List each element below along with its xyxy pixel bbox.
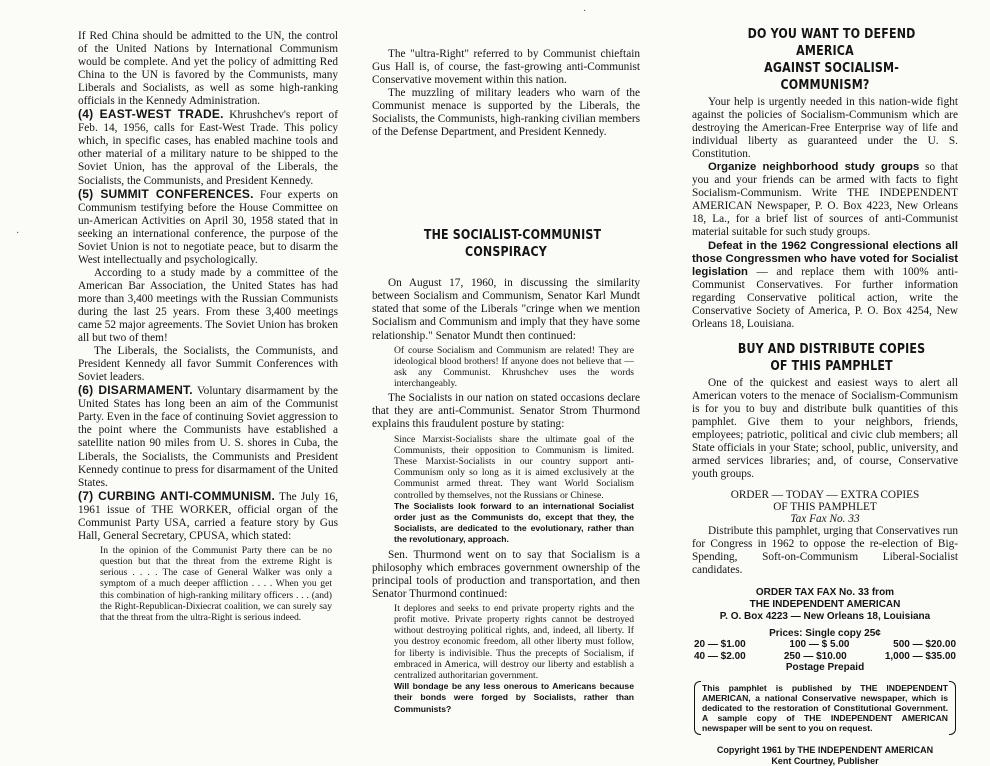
price-cell: 100 — $ 5.00 bbox=[789, 639, 849, 650]
price-cell: 20 — $1.00 bbox=[694, 639, 746, 650]
section-5 bbox=[78, 188, 338, 267]
price-cell: 250 — $10.00 bbox=[784, 651, 847, 662]
quote: Since Marxist-Socialists share the ultimate goal of the Communists, their opposition to Communism is limited. These Marxist-Socialists in our country support anti-Communism only so long as it is aimed exclusively at the Communist armed threat. They want World Socialism controlled by themselves, not the Russians or Chinese. bbox=[394, 434, 634, 501]
section-4 bbox=[78, 108, 338, 187]
price-cell: 500 — $20.00 bbox=[893, 639, 956, 650]
paragraph: The muzzling of military leaders who warn of the Communist menace is supported by the Liberals, the Socialists, the Communists, high-ranking civilian members of the Defense Department, and President Kennedy. bbox=[372, 87, 640, 139]
paragraph bbox=[692, 240, 958, 331]
column-right bbox=[692, 26, 958, 766]
paragraph: According to a study made by a committee of the American Bar Association, the United States has had more than 3,400 meetings with the Russian Communists during the last 25 years. From these 3,400 meetings came 52 major agreements. The Soviet Union has broken all but two of them! bbox=[78, 267, 338, 345]
section-title: THE SOCIALIST-COMMUNIST CONSPIRACY bbox=[396, 227, 616, 261]
paragraph: The Socialists in our nation on stated occasions declare that they are anti-Communist. Senator Strom Thurmond explains this fraudulent posture by stating: bbox=[372, 392, 640, 431]
price-row bbox=[692, 639, 958, 650]
quote-bold: The Socialists look forward to an international Socialist order just as the Communists do, except that they, the Socialists, are dedicated to the evolutionary, rather than the revolutionary, approach. bbox=[394, 501, 634, 546]
paragraph: Sen. Thurmond went on to say that Socialism is a philosophy which embraces government ownership of the principal tools of production and transportation, and then Senator Thurmond continued: bbox=[372, 549, 640, 601]
paragraph: The "ultra-Right" referred to by Communist chieftain Gus Hall is, of course, the fast-growing anti-Communist Conservative movement within this nation. bbox=[372, 48, 640, 87]
price-cell: 1,000 — $35.00 bbox=[885, 651, 956, 662]
paragraph: Khrushchev's report of Feb. 14, 1956, calls for East-West Trade. This policy which, in specific cases, has enabled machine tools and other material of a military nature to be shipped to the Soviet Union, has the approval of the Liberals, the Socialists, the Communists, and President Kennedy. bbox=[78, 109, 338, 186]
publisher-line: Kent Courtney, Publisher bbox=[692, 756, 958, 766]
order-address-line: ORDER TAX FAX No. 33 from bbox=[692, 587, 958, 599]
order-line3: Tax Fax No. 33 bbox=[692, 513, 958, 525]
section-heading: (5) SUMMIT CONFERENCES. bbox=[78, 187, 254, 201]
paragraph: If Red China should be admitted to the UN, the control of the United Nations by International Communism would be complete. And yet the policy of admitting Red China to the UN is favored by the Communists, many Liberals and Socialists, as well as some high-ranking officials in the Kennedy Administration. bbox=[78, 30, 338, 108]
paragraph: The July 16, 1961 issue of THE WORKER, official organ of the Communist Party USA, carried a feature story by Gus Hall, General Secretary, CPUSA, which stated: bbox=[78, 491, 338, 542]
margin-mark: · bbox=[583, 6, 586, 17]
quote: Of course Socialism and Communism are related! They are ideological blood brothers! If anyone does not believe that — ask any Communist. Khrushchev uses the words interchangeably. bbox=[394, 345, 634, 390]
heading-buy-line1: BUY AND DISTRIBUTE COPIES bbox=[716, 341, 934, 358]
heading-buy-line2: OF THIS PAMPHLET bbox=[716, 358, 934, 375]
order-address-line: THE INDEPENDENT AMERICAN bbox=[692, 599, 958, 611]
postage-note: Postage Prepaid bbox=[692, 662, 958, 673]
order-address-line: P. O. Box 4223 — New Orleans 18, Louisiana bbox=[692, 611, 958, 623]
heading-defend-line1: DO YOU WANT TO DEFEND AMERICA bbox=[716, 26, 934, 60]
section-6 bbox=[78, 384, 338, 489]
paragraph-text: so that you and your friends can be armed with facts to fight Socialism-Communism. Write THE INDEPENDENT AMERICAN Newspaper, P. O. Box 4223, New Orleans 18, La., for a brief list of sources of anti-Communist material suitable for such study groups. bbox=[692, 161, 958, 238]
paragraph: Four experts on Communism testifying before the House Committee on un-American Activities on April 30, 1958 stated that in seeking an international conference, the purpose of the Soviet Union is not to negotiate peace, but to disarm the West intellectually and psychologically. bbox=[78, 189, 338, 266]
price-list bbox=[692, 628, 958, 673]
paragraph: The Liberals, the Socialists, the Communists, and President Kennedy all favor Summit Conferences with Soviet leaders. bbox=[78, 345, 338, 384]
quote: It deplores and seeks to end private property rights and the profit motive. Private property rights cannot be destroyed without destroying political rights, and, indeed, all liberty. If you destroy economic freedom, all other liberty must follow, for liberty is indivisible. Thus the precepts of Socialism, if embraced in America, will destroy our liberty and establish a centralized authoritarian government. bbox=[394, 603, 634, 681]
quote-bold: Will bondage be any less onerous to Americans because their bonds were forged by Socialists, rather than Communists? bbox=[394, 681, 634, 715]
paragraph: Your help is urgently needed in this nation-wide fight against the policies of Socialism-Communism which are destroying the American-Free Enterprise way of life and individual liberty as guaranteed under the U. S. Constitution. bbox=[692, 96, 958, 161]
order-line2: OF THIS PAMPHLET bbox=[692, 501, 958, 513]
section-heading: (6) DISARMAMENT. bbox=[78, 383, 193, 397]
paragraph bbox=[692, 161, 958, 239]
copyright-line: Copyright 1961 by THE INDEPENDENT AMERICAN bbox=[692, 745, 958, 756]
paragraph-text: — and replace them with 100% anti-Communist Conservatives. For further information regarding Conservative political action, write the Conservative Society of America, P. O. Box 4254, New Orleans 18, Louisiana. bbox=[692, 266, 958, 330]
margin-mark: · bbox=[16, 228, 19, 239]
order-line1: ORDER — TODAY — EXTRA COPIES bbox=[692, 489, 958, 501]
price-title: Prices: Single copy 25¢ bbox=[692, 628, 958, 639]
quote: In the opinion of the Communist Party there can be no question but that the threat from the extreme Right is serious . . . . The case of General Walker was only a symptom of a much deeper affliction . . . . When you get this combination of high-ranking military officers . . . (and) the Right-Republican-Dixiecrat coalition, we can surely say that the threat from the ultra-Right is serious indeed. bbox=[100, 545, 332, 623]
emphasis: Defeat in the 1962 Congressional elections all those Congressmen who have voted for Socialist legislation bbox=[692, 240, 958, 278]
paragraph: One of the quickest and easiest ways to alert all American voters to the menace of Socialism-Communism is for you to buy and distribute bulk quantities of this pamphlet. Give them to your neighbors, friends, employees; patriotic, political and civic club members; all State officials in your State; school, public, university, and armed services libraries; and, of course, Conservative youth groups. bbox=[692, 377, 958, 481]
heading-defend-line2: AGAINST SOCIALISM-COMMUNISM? bbox=[716, 60, 934, 94]
price-cell: 40 — $2.00 bbox=[694, 651, 746, 662]
paragraph: Voluntary disarmament by the United States has long been an aim of the Communist Party. Even in the face of continuing Soviet aggression to the point where the Communists have established a satellite nation 90 miles from U. S. shores in Cuba, the Liberals, the Socialists, the Communists and President Kennedy continue to press for disarmament of the United States. bbox=[78, 385, 338, 488]
publisher-note: This pamphlet is published by THE INDEPENDENT AMERICAN, a national Conservative newspaper, which is dedicated to the restoration of Constitutional Government. A sample copy of THE INDEPENDENT AMERICAN newspaper will be sent to you on request. bbox=[694, 681, 956, 735]
section-heading: (4) EAST-WEST TRADE. bbox=[78, 107, 224, 121]
column-left bbox=[78, 30, 338, 626]
paragraph: Distribute this pamphlet, urging that Conservatives run for Congress in 1962 to oppose the re-election of Big-Spending, Soft-on-Communism Liberal-Socialist candidates. bbox=[692, 525, 958, 577]
paragraph: On August 17, 1960, in discussing the similarity between Socialism and Communism, Senator Karl Mundt stated that some of the Liberals "cringe when we mention Socialism and Communism and imply that they have some relationship." Senator Mundt then continued: bbox=[372, 277, 640, 342]
column-middle bbox=[372, 48, 640, 718]
emphasis: Organize neighborhood study groups bbox=[708, 161, 919, 173]
section-7 bbox=[78, 490, 338, 543]
order-address bbox=[692, 587, 958, 622]
price-row bbox=[692, 651, 958, 662]
section-heading: (7) CURBING ANTI-COMMUNISM. bbox=[78, 489, 275, 503]
